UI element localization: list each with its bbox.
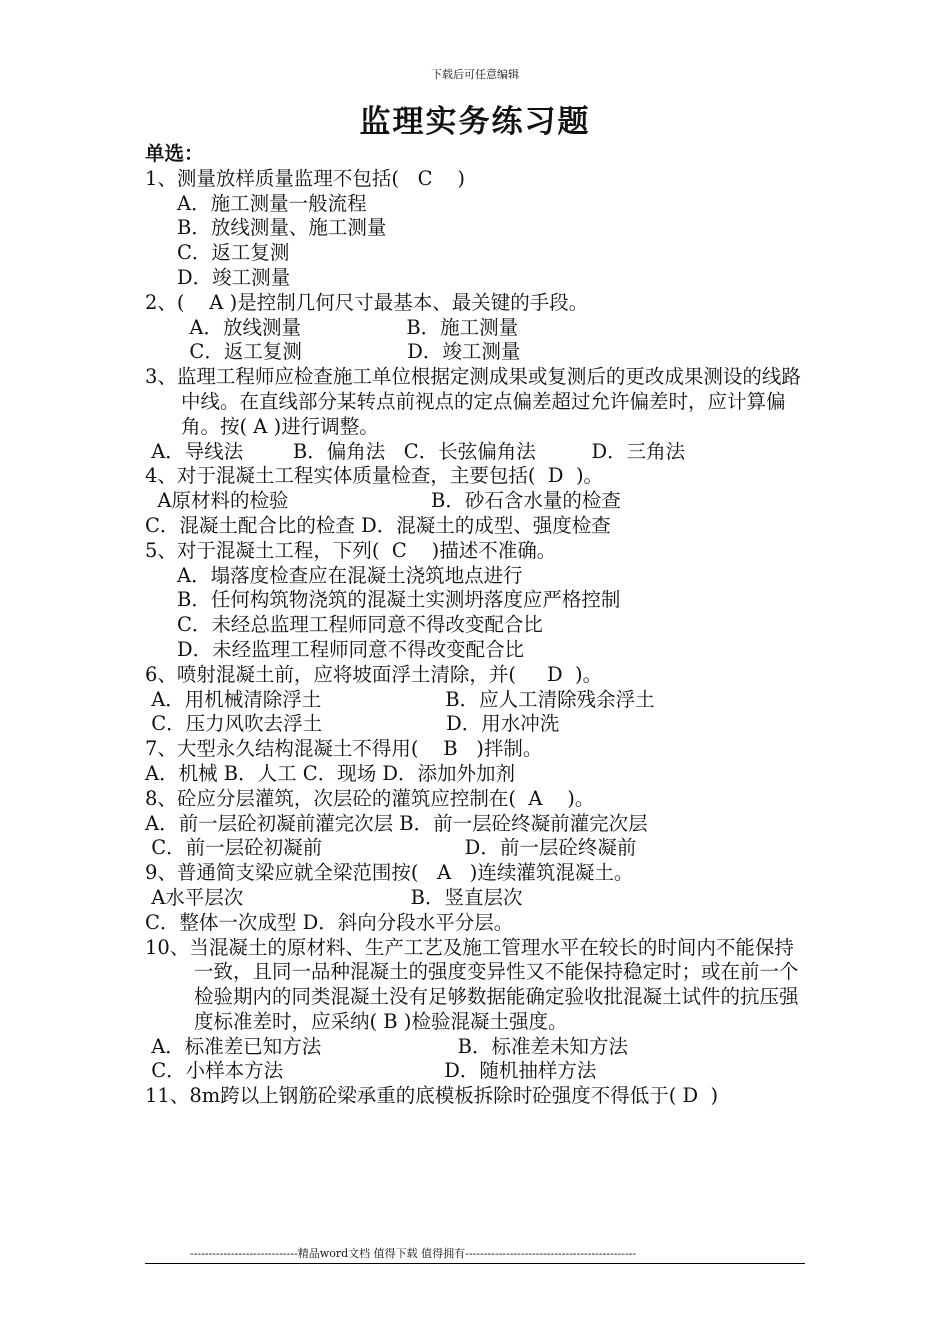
option: B．任何构筑物浇筑的混凝土实测坍落度应严格控制 [177, 588, 621, 612]
page-footer: -----------------------------精品word文档 值得下载 值得拥有---------------------------------------------- [190, 1247, 637, 1260]
option-row: A．放线测量 B．施工测量 [177, 315, 519, 339]
section-heading: 单选： [145, 142, 204, 165]
footer-rule [145, 1263, 805, 1264]
option: A．施工测量一般流程 [177, 191, 367, 215]
question-10: 10、当混凝土的原材料、生产工艺及施工管理水平在较长的时间内不能保持一致，且同一品种混凝土的强度变异性又不能保持稳定时；或在前一个检验期内的同类混凝土没有足够数据能确定验收批混凝土试件的抗压强度标准差时，应采纳( B )检验混凝土强度。 [145, 935, 799, 1033]
question-8: 8、砼应分层灌筑，次层砼的灌筑应控制在( A )。 [145, 786, 595, 810]
option: D．竣工测量 [177, 265, 291, 289]
option-row: C．前一层砼初凝前 D．前一层砼终凝前 [145, 836, 637, 860]
option: C．返工复测 [177, 241, 290, 265]
question-11: 11、8m跨以上钢筋砼梁承重的底模板拆除时砼强度不得低于( D ) [145, 1084, 719, 1108]
option-row: A．标准差已知方法 B．标准差未知方法 [145, 1034, 628, 1058]
option-row: A水平层次 B．竖直层次 [145, 885, 523, 909]
page-title: 监理实务练习题 [359, 104, 591, 140]
option-row: C．混凝土配合比的检查 D．混凝土的成型、强度检查 [145, 513, 611, 537]
option: A．塌落度检查应在混凝土浇筑地点进行 [177, 563, 523, 587]
option: C．未经总监理工程师同意不得改变配合比 [177, 613, 543, 637]
question-9: 9、普通简支梁应就全梁范围按( A )连续灌筑混凝土。 [145, 861, 634, 885]
question-7: 7、大型永久结构混凝土不得用( B )拌制。 [145, 737, 543, 761]
option: D．未经监理工程师同意不得改变配合比 [177, 637, 525, 661]
option-row: A．前一层砼初凝前灌完次层 B．前一层砼终凝前灌完次层 [145, 811, 648, 835]
option-row: A．用机械清除浮土 B．应人工清除残余浮土 [145, 687, 655, 711]
document-body [145, 142, 807, 1109]
option-row: C．小样本方法 D．随机抽样方法 [145, 1059, 597, 1083]
question-5: 5、对于混凝土工程，下列( C )描述不准确。 [145, 538, 557, 562]
page-header: 下载后可任意编辑 [431, 68, 519, 81]
option: B．放线测量、施工测量 [177, 216, 387, 240]
option-row: A．导线法 B．偏角法 C．长弦偏角法 D．三角法 [145, 439, 686, 463]
question-4: 4、对于混凝土工程实体质量检查，主要包括( D )。 [145, 464, 604, 488]
option-row: C．整体一次成型 D．斜向分段水平分层。 [145, 910, 514, 934]
question-2: 2、( A )是控制几何尺寸最基本、最关键的手段。 [145, 290, 589, 314]
option-row: C．压力风吹去浮土 D．用水冲洗 [145, 712, 560, 736]
question-1: 1、测量放样质量监理不包括( C ) [145, 166, 465, 190]
option-row: C．返工复测 D．竣工测量 [177, 340, 521, 364]
question-6: 6、喷射混凝土前，应将坡面浮土清除，并( D )。 [145, 662, 603, 686]
option-row: A原材料的检验 B．砂石含水量的检查 [145, 489, 621, 513]
option-row: A．机械 B．人工 C．现场 D．添加外加剂 [145, 761, 516, 785]
question-3: 3、监理工程师应检查施工单位根据定测成果或复测后的更改成果测设的线路中线。在直线部分某转点前视点的定点偏差超过允许偏差时，应计算偏角。按( A )进行调整。 [145, 365, 801, 438]
